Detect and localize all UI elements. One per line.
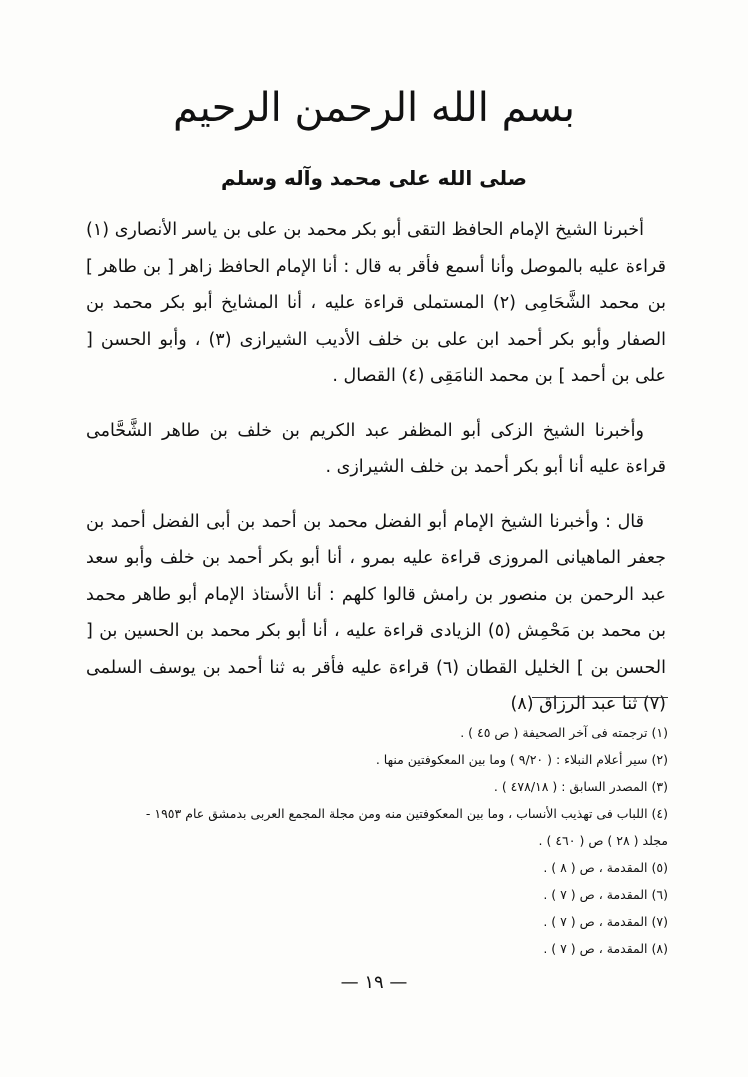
footnote-5: (٥) المقدمة ، ص ( ٨ ) . <box>543 860 668 875</box>
footnote-8: (٨) المقدمة ، ص ( ٧ ) . <box>543 941 668 956</box>
footnote-3: (٣) المصدر السابق : ( ٤٧٨/١٨ ) . <box>493 779 668 794</box>
footnotes <box>86 719 668 962</box>
page-number: — ١٩ — <box>340 972 408 993</box>
footnote-6: (٦) المقدمة ، ص ( ٧ ) . <box>543 887 668 902</box>
paragraph-3: قال : وأخبرنا الشيخ الإمام أبو الفضل محمد بن أحمد بن أبى الفضل أحمد بن جعفر الماهيانى المروزى قراءة عليه بمرو ، أنا أبو بكر أحمد بن خلف وأبو سعد عبد الرحمن بن منصور بن رامش قالوا كلهم : أنا الأستاذ الإمام أبو طاهر محمد بن محمد بن مَحْمِش (٥) الزيادى قراءة عليه ، أنا أبو بكر محمد بن الحسين بن [ الحسن بن ] الخليل القطان (٦) قراءة عليه فأقر به ثنا أحمد بن يوسف السلمى (٧) ثنا عبد الرزاق (٨) <box>86 511 666 714</box>
footnote-4: (٤) اللباب فى تهذيب الأنساب ، وما بين المعكوفتين منه ومن مجلة المجمع العربى بدمشق عام ١٩٥٣ - <box>145 806 668 821</box>
salawat-line: صلى الله على محمد وآله وسلم <box>221 166 527 190</box>
main-text <box>86 212 666 741</box>
footnote-separator <box>532 697 668 698</box>
basmala-heading: بسم الله الرحمن الرحيم <box>172 85 576 131</box>
footnote-2: (٢) سير أعلام النبلاء : ( ٩/٢٠ ) وما بين المعكوفتين منها . <box>375 752 668 767</box>
footnote-7: (٧) المقدمة ، ص ( ٧ ) . <box>543 914 668 929</box>
paragraph-1: أخبرنا الشيخ الإمام الحافظ التقى أبو بكر محمد بن على بن ياسر الأنصارى (١) قراءة عليه بالموصل وأنا أسمع فأقر به قال : أنا الإمام الحافظ زاهر [ بن طاهر ] بن محمد الشَّحَامِى (٢) المستملى قراءة عليه ، أنا المشايخ أبو بكر محمد بن الصفار وأبو بكر أحمد ابن على بن خلف الأديب الشيرازى (٣) ، وأبو الحسن [ على بن أحمد ] بن محمد النامَقِى (٤) القصال . <box>86 220 666 386</box>
paragraph-2: وأخبرنا الشيخ الزكى أبو المظفر عبد الكريم بن خلف بن طاهر الشَّحَّامى قراءة عليه أنا أبو بكر أحمد بن خلف الشيرازى . <box>86 420 666 477</box>
footnote-1: (١) ترجمته فى آخر الصحيفة ( ص ٤٥ ) . <box>460 725 668 740</box>
footnote-4-continuation: مجلد ( ٢٨ ) ص ( ٤٦٠ ) . <box>538 833 668 848</box>
